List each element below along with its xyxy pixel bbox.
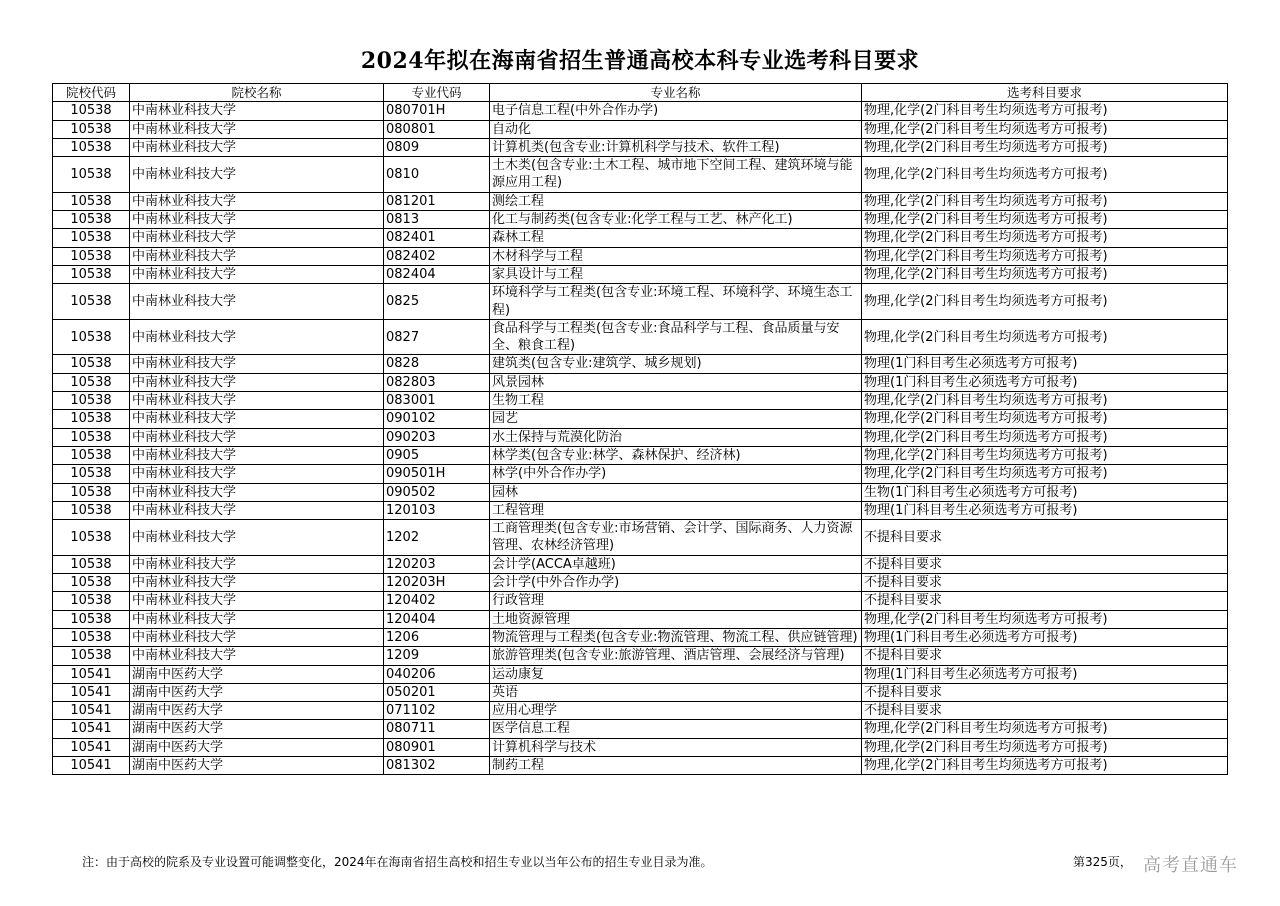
cell-school-code: 10541 — [53, 702, 130, 720]
cell-major-name: 生物工程 — [490, 392, 862, 410]
table-row — [53, 211, 1228, 229]
table-row — [53, 102, 1228, 120]
cell-school-code: 10538 — [53, 284, 130, 320]
cell-school-name: 湖南中医药大学 — [130, 665, 384, 683]
table-header-row — [53, 84, 1228, 102]
cell-school-code: 10541 — [53, 720, 130, 738]
header-school-code: 院校代码 — [53, 84, 130, 102]
cell-requirement: 不提科目要求 — [862, 702, 1228, 720]
cell-major-code: 0810 — [384, 157, 490, 193]
cell-major-name: 园艺 — [490, 410, 862, 428]
cell-school-name: 中南林业科技大学 — [130, 392, 384, 410]
cell-school-name: 中南林业科技大学 — [130, 555, 384, 573]
cell-major-name: 环境科学与工程类(包含专业:环境工程、环境科学、环境生态工程) — [490, 284, 862, 320]
cell-school-name: 中南林业科技大学 — [130, 319, 384, 355]
cell-school-code: 10538 — [53, 428, 130, 446]
cell-school-name: 中南林业科技大学 — [130, 120, 384, 138]
cell-requirement: 物理,化学(2门科目考生均须选考方可报考) — [862, 319, 1228, 355]
cell-requirement: 物理,化学(2门科目考生均须选考方可报考) — [862, 157, 1228, 193]
cell-school-code: 10538 — [53, 247, 130, 265]
table-row — [53, 157, 1228, 193]
table-row — [53, 756, 1228, 774]
cell-major-code: 071102 — [384, 702, 490, 720]
cell-requirement: 不提科目要求 — [862, 520, 1228, 556]
cell-requirement: 物理,化学(2门科目考生均须选考方可报考) — [862, 446, 1228, 464]
table-row — [53, 574, 1228, 592]
table-row — [53, 501, 1228, 519]
cell-school-name: 中南林业科技大学 — [130, 373, 384, 391]
cell-school-name: 湖南中医药大学 — [130, 720, 384, 738]
cell-school-name: 中南林业科技大学 — [130, 284, 384, 320]
table-row — [53, 483, 1228, 501]
table-row — [53, 683, 1228, 701]
table-row — [53, 355, 1228, 373]
cell-requirement: 物理(1门科目考生必须选考方可报考) — [862, 665, 1228, 683]
table-row — [53, 592, 1228, 610]
cell-major-code: 083001 — [384, 392, 490, 410]
cell-requirement: 不提科目要求 — [862, 592, 1228, 610]
cell-school-name: 中南林业科技大学 — [130, 647, 384, 665]
cell-school-code: 10538 — [53, 465, 130, 483]
cell-major-code: 0828 — [384, 355, 490, 373]
cell-school-code: 10538 — [53, 574, 130, 592]
cell-major-name: 建筑类(包含专业:建筑学、城乡规划) — [490, 355, 862, 373]
cell-major-code: 090502 — [384, 483, 490, 501]
cell-school-code: 10538 — [53, 647, 130, 665]
cell-school-code: 10538 — [53, 520, 130, 556]
cell-major-code: 120103 — [384, 501, 490, 519]
cell-school-name: 湖南中医药大学 — [130, 683, 384, 701]
cell-school-name: 中南林业科技大学 — [130, 520, 384, 556]
cell-requirement: 物理,化学(2门科目考生均须选考方可报考) — [862, 610, 1228, 628]
cell-school-code: 10538 — [53, 319, 130, 355]
cell-major-code: 082401 — [384, 229, 490, 247]
cell-major-code: 081201 — [384, 192, 490, 210]
cell-requirement: 不提科目要求 — [862, 683, 1228, 701]
cell-school-name: 中南林业科技大学 — [130, 102, 384, 120]
cell-major-code: 090203 — [384, 428, 490, 446]
cell-major-code: 090501H — [384, 465, 490, 483]
cell-major-code: 082803 — [384, 373, 490, 391]
cell-school-name: 中南林业科技大学 — [130, 465, 384, 483]
cell-school-code: 10538 — [53, 120, 130, 138]
cell-school-name: 中南林业科技大学 — [130, 192, 384, 210]
cell-requirement: 物理,化学(2门科目考生均须选考方可报考) — [862, 102, 1228, 120]
cell-major-name: 旅游管理类(包含专业:旅游管理、酒店管理、会展经济与管理) — [490, 647, 862, 665]
cell-major-name: 土木类(包含专业:土木工程、城市地下空间工程、建筑环境与能源应用工程) — [490, 157, 862, 193]
table-row — [53, 465, 1228, 483]
footnote: 注：由于高校的院系及专业设置可能调整变化，2024年在海南省招生高校和招生专业以当年公布的招生专业目录为准。 — [82, 855, 713, 869]
cell-major-name: 园林 — [490, 483, 862, 501]
cell-major-code: 082404 — [384, 265, 490, 283]
cell-major-name: 英语 — [490, 683, 862, 701]
cell-school-code: 10538 — [53, 501, 130, 519]
cell-major-name: 物流管理与工程类(包含专业:物流管理、物流工程、供应链管理) — [490, 628, 862, 646]
cell-major-name: 会计学(ACCA卓越班) — [490, 555, 862, 573]
cell-major-name: 自动化 — [490, 120, 862, 138]
cell-major-code: 120402 — [384, 592, 490, 610]
table-row — [53, 265, 1228, 283]
cell-major-name: 森林工程 — [490, 229, 862, 247]
cell-major-code: 120203 — [384, 555, 490, 573]
cell-school-name: 中南林业科技大学 — [130, 229, 384, 247]
watermark: 高考直通车 — [1143, 855, 1238, 876]
cell-requirement: 物理(1门科目考生必须选考方可报考) — [862, 373, 1228, 391]
cell-school-name: 中南林业科技大学 — [130, 211, 384, 229]
table-row — [53, 319, 1228, 355]
cell-school-name: 中南林业科技大学 — [130, 428, 384, 446]
cell-major-name: 水土保持与荒漠化防治 — [490, 428, 862, 446]
cell-major-name: 土地资源管理 — [490, 610, 862, 628]
table-row — [53, 410, 1228, 428]
cell-school-name: 中南林业科技大学 — [130, 265, 384, 283]
cell-major-code: 0825 — [384, 284, 490, 320]
table-row — [53, 229, 1228, 247]
table-row — [53, 738, 1228, 756]
cell-requirement: 物理(1门科目考生必须选考方可报考) — [862, 501, 1228, 519]
cell-school-code: 10538 — [53, 410, 130, 428]
cell-school-code: 10538 — [53, 628, 130, 646]
cell-major-name: 运动康复 — [490, 665, 862, 683]
table-row — [53, 520, 1228, 556]
table-row — [53, 428, 1228, 446]
cell-school-name: 中南林业科技大学 — [130, 592, 384, 610]
cell-school-name: 湖南中医药大学 — [130, 702, 384, 720]
cell-major-code: 0813 — [384, 211, 490, 229]
cell-school-name: 湖南中医药大学 — [130, 738, 384, 756]
cell-school-name: 中南林业科技大学 — [130, 446, 384, 464]
cell-major-name: 林学类(包含专业:林学、森林保护、经济林) — [490, 446, 862, 464]
table-row — [53, 446, 1228, 464]
header-major-name: 专业名称 — [490, 84, 862, 102]
cell-major-name: 计算机科学与技术 — [490, 738, 862, 756]
cell-requirement: 物理,化学(2门科目考生均须选考方可报考) — [862, 265, 1228, 283]
cell-school-code: 10538 — [53, 157, 130, 193]
header-school-name: 院校名称 — [130, 84, 384, 102]
cell-school-code: 10538 — [53, 610, 130, 628]
cell-major-name: 测绘工程 — [490, 192, 862, 210]
cell-major-code: 090102 — [384, 410, 490, 428]
cell-school-name: 中南林业科技大学 — [130, 574, 384, 592]
cell-school-code: 10541 — [53, 665, 130, 683]
table-row — [53, 392, 1228, 410]
table-row — [53, 720, 1228, 738]
cell-requirement: 物理,化学(2门科目考生均须选考方可报考) — [862, 738, 1228, 756]
header-requirement: 选考科目要求 — [862, 84, 1228, 102]
cell-school-name: 中南林业科技大学 — [130, 355, 384, 373]
header-major-code: 专业代码 — [384, 84, 490, 102]
cell-major-code: 1209 — [384, 647, 490, 665]
cell-major-code: 082402 — [384, 247, 490, 265]
table-row — [53, 665, 1228, 683]
cell-requirement: 不提科目要求 — [862, 647, 1228, 665]
table-body — [53, 102, 1228, 775]
cell-major-name: 工程管理 — [490, 501, 862, 519]
cell-requirement: 物理,化学(2门科目考生均须选考方可报考) — [862, 465, 1228, 483]
cell-school-name: 中南林业科技大学 — [130, 410, 384, 428]
cell-school-name: 湖南中医药大学 — [130, 756, 384, 774]
cell-major-code: 120203H — [384, 574, 490, 592]
cell-major-code: 1206 — [384, 628, 490, 646]
table-row — [53, 555, 1228, 573]
cell-school-code: 10541 — [53, 756, 130, 774]
cell-major-name: 风景园林 — [490, 373, 862, 391]
cell-major-code: 081302 — [384, 756, 490, 774]
page-title: 2024年拟在海南省招生普通高校本科专业选考科目要求 — [360, 48, 920, 74]
table-row — [53, 647, 1228, 665]
cell-major-code: 040206 — [384, 665, 490, 683]
cell-school-code: 10538 — [53, 102, 130, 120]
cell-requirement: 物理,化学(2门科目考生均须选考方可报考) — [862, 756, 1228, 774]
page-number: 第325页， — [1073, 855, 1132, 869]
cell-school-code: 10538 — [53, 392, 130, 410]
cell-major-code: 0905 — [384, 446, 490, 464]
cell-requirement: 物理(1门科目考生必须选考方可报考) — [862, 628, 1228, 646]
cell-requirement: 物理,化学(2门科目考生均须选考方可报考) — [862, 247, 1228, 265]
cell-school-code: 10541 — [53, 738, 130, 756]
table-row — [53, 247, 1228, 265]
cell-requirement: 物理,化学(2门科目考生均须选考方可报考) — [862, 410, 1228, 428]
cell-major-name: 电子信息工程(中外合作办学) — [490, 102, 862, 120]
cell-requirement: 生物(1门科目考生必须选考方可报考) — [862, 483, 1228, 501]
cell-requirement: 物理,化学(2门科目考生均须选考方可报考) — [862, 284, 1228, 320]
cell-requirement: 物理,化学(2门科目考生均须选考方可报考) — [862, 192, 1228, 210]
cell-major-code: 0809 — [384, 138, 490, 156]
cell-major-name: 林学(中外合作办学) — [490, 465, 862, 483]
table-row — [53, 628, 1228, 646]
cell-major-name: 会计学(中外合作办学) — [490, 574, 862, 592]
cell-major-code: 080901 — [384, 738, 490, 756]
table-row — [53, 702, 1228, 720]
cell-school-code: 10538 — [53, 446, 130, 464]
cell-major-name: 食品科学与工程类(包含专业:食品科学与工程、食品质量与安全、粮食工程) — [490, 319, 862, 355]
table-row — [53, 284, 1228, 320]
cell-school-name: 中南林业科技大学 — [130, 157, 384, 193]
cell-school-code: 10538 — [53, 211, 130, 229]
cell-requirement: 物理,化学(2门科目考生均须选考方可报考) — [862, 428, 1228, 446]
cell-major-name: 木材科学与工程 — [490, 247, 862, 265]
table-row — [53, 610, 1228, 628]
table-row — [53, 192, 1228, 210]
cell-major-code: 120404 — [384, 610, 490, 628]
cell-requirement: 物理,化学(2门科目考生均须选考方可报考) — [862, 211, 1228, 229]
cell-major-name: 行政管理 — [490, 592, 862, 610]
cell-school-code: 10538 — [53, 355, 130, 373]
cell-school-code: 10538 — [53, 555, 130, 573]
cell-major-name: 计算机类(包含专业:计算机科学与技术、软件工程) — [490, 138, 862, 156]
cell-requirement: 物理,化学(2门科目考生均须选考方可报考) — [862, 138, 1228, 156]
cell-major-code: 080711 — [384, 720, 490, 738]
cell-school-code: 10538 — [53, 373, 130, 391]
cell-requirement: 物理(1门科目考生必须选考方可报考) — [862, 355, 1228, 373]
cell-school-name: 中南林业科技大学 — [130, 483, 384, 501]
cell-school-code: 10538 — [53, 138, 130, 156]
cell-major-name: 家具设计与工程 — [490, 265, 862, 283]
cell-major-name: 化工与制药类(包含专业:化学工程与工艺、林产化工) — [490, 211, 862, 229]
cell-major-name: 应用心理学 — [490, 702, 862, 720]
requirements-table — [52, 83, 1228, 775]
cell-school-code: 10538 — [53, 483, 130, 501]
cell-major-code: 080701H — [384, 102, 490, 120]
cell-school-code: 10538 — [53, 192, 130, 210]
table-row — [53, 120, 1228, 138]
cell-school-name: 中南林业科技大学 — [130, 138, 384, 156]
cell-requirement: 物理,化学(2门科目考生均须选考方可报考) — [862, 392, 1228, 410]
table-row — [53, 138, 1228, 156]
cell-school-code: 10538 — [53, 229, 130, 247]
cell-school-name: 中南林业科技大学 — [130, 501, 384, 519]
cell-major-code: 080801 — [384, 120, 490, 138]
cell-requirement: 物理,化学(2门科目考生均须选考方可报考) — [862, 720, 1228, 738]
cell-major-code: 1202 — [384, 520, 490, 556]
cell-requirement: 不提科目要求 — [862, 555, 1228, 573]
cell-school-name: 中南林业科技大学 — [130, 247, 384, 265]
cell-school-name: 中南林业科技大学 — [130, 628, 384, 646]
cell-major-name: 制药工程 — [490, 756, 862, 774]
cell-major-code: 050201 — [384, 683, 490, 701]
table-row — [53, 373, 1228, 391]
cell-school-code: 10538 — [53, 265, 130, 283]
cell-major-name: 工商管理类(包含专业:市场营销、会计学、国际商务、人力资源管理、农林经济管理) — [490, 520, 862, 556]
cell-school-code: 10541 — [53, 683, 130, 701]
cell-major-code: 0827 — [384, 319, 490, 355]
cell-school-name: 中南林业科技大学 — [130, 610, 384, 628]
cell-requirement: 物理,化学(2门科目考生均须选考方可报考) — [862, 120, 1228, 138]
cell-requirement: 不提科目要求 — [862, 574, 1228, 592]
cell-school-code: 10538 — [53, 592, 130, 610]
cell-major-name: 医学信息工程 — [490, 720, 862, 738]
cell-requirement: 物理,化学(2门科目考生均须选考方可报考) — [862, 229, 1228, 247]
